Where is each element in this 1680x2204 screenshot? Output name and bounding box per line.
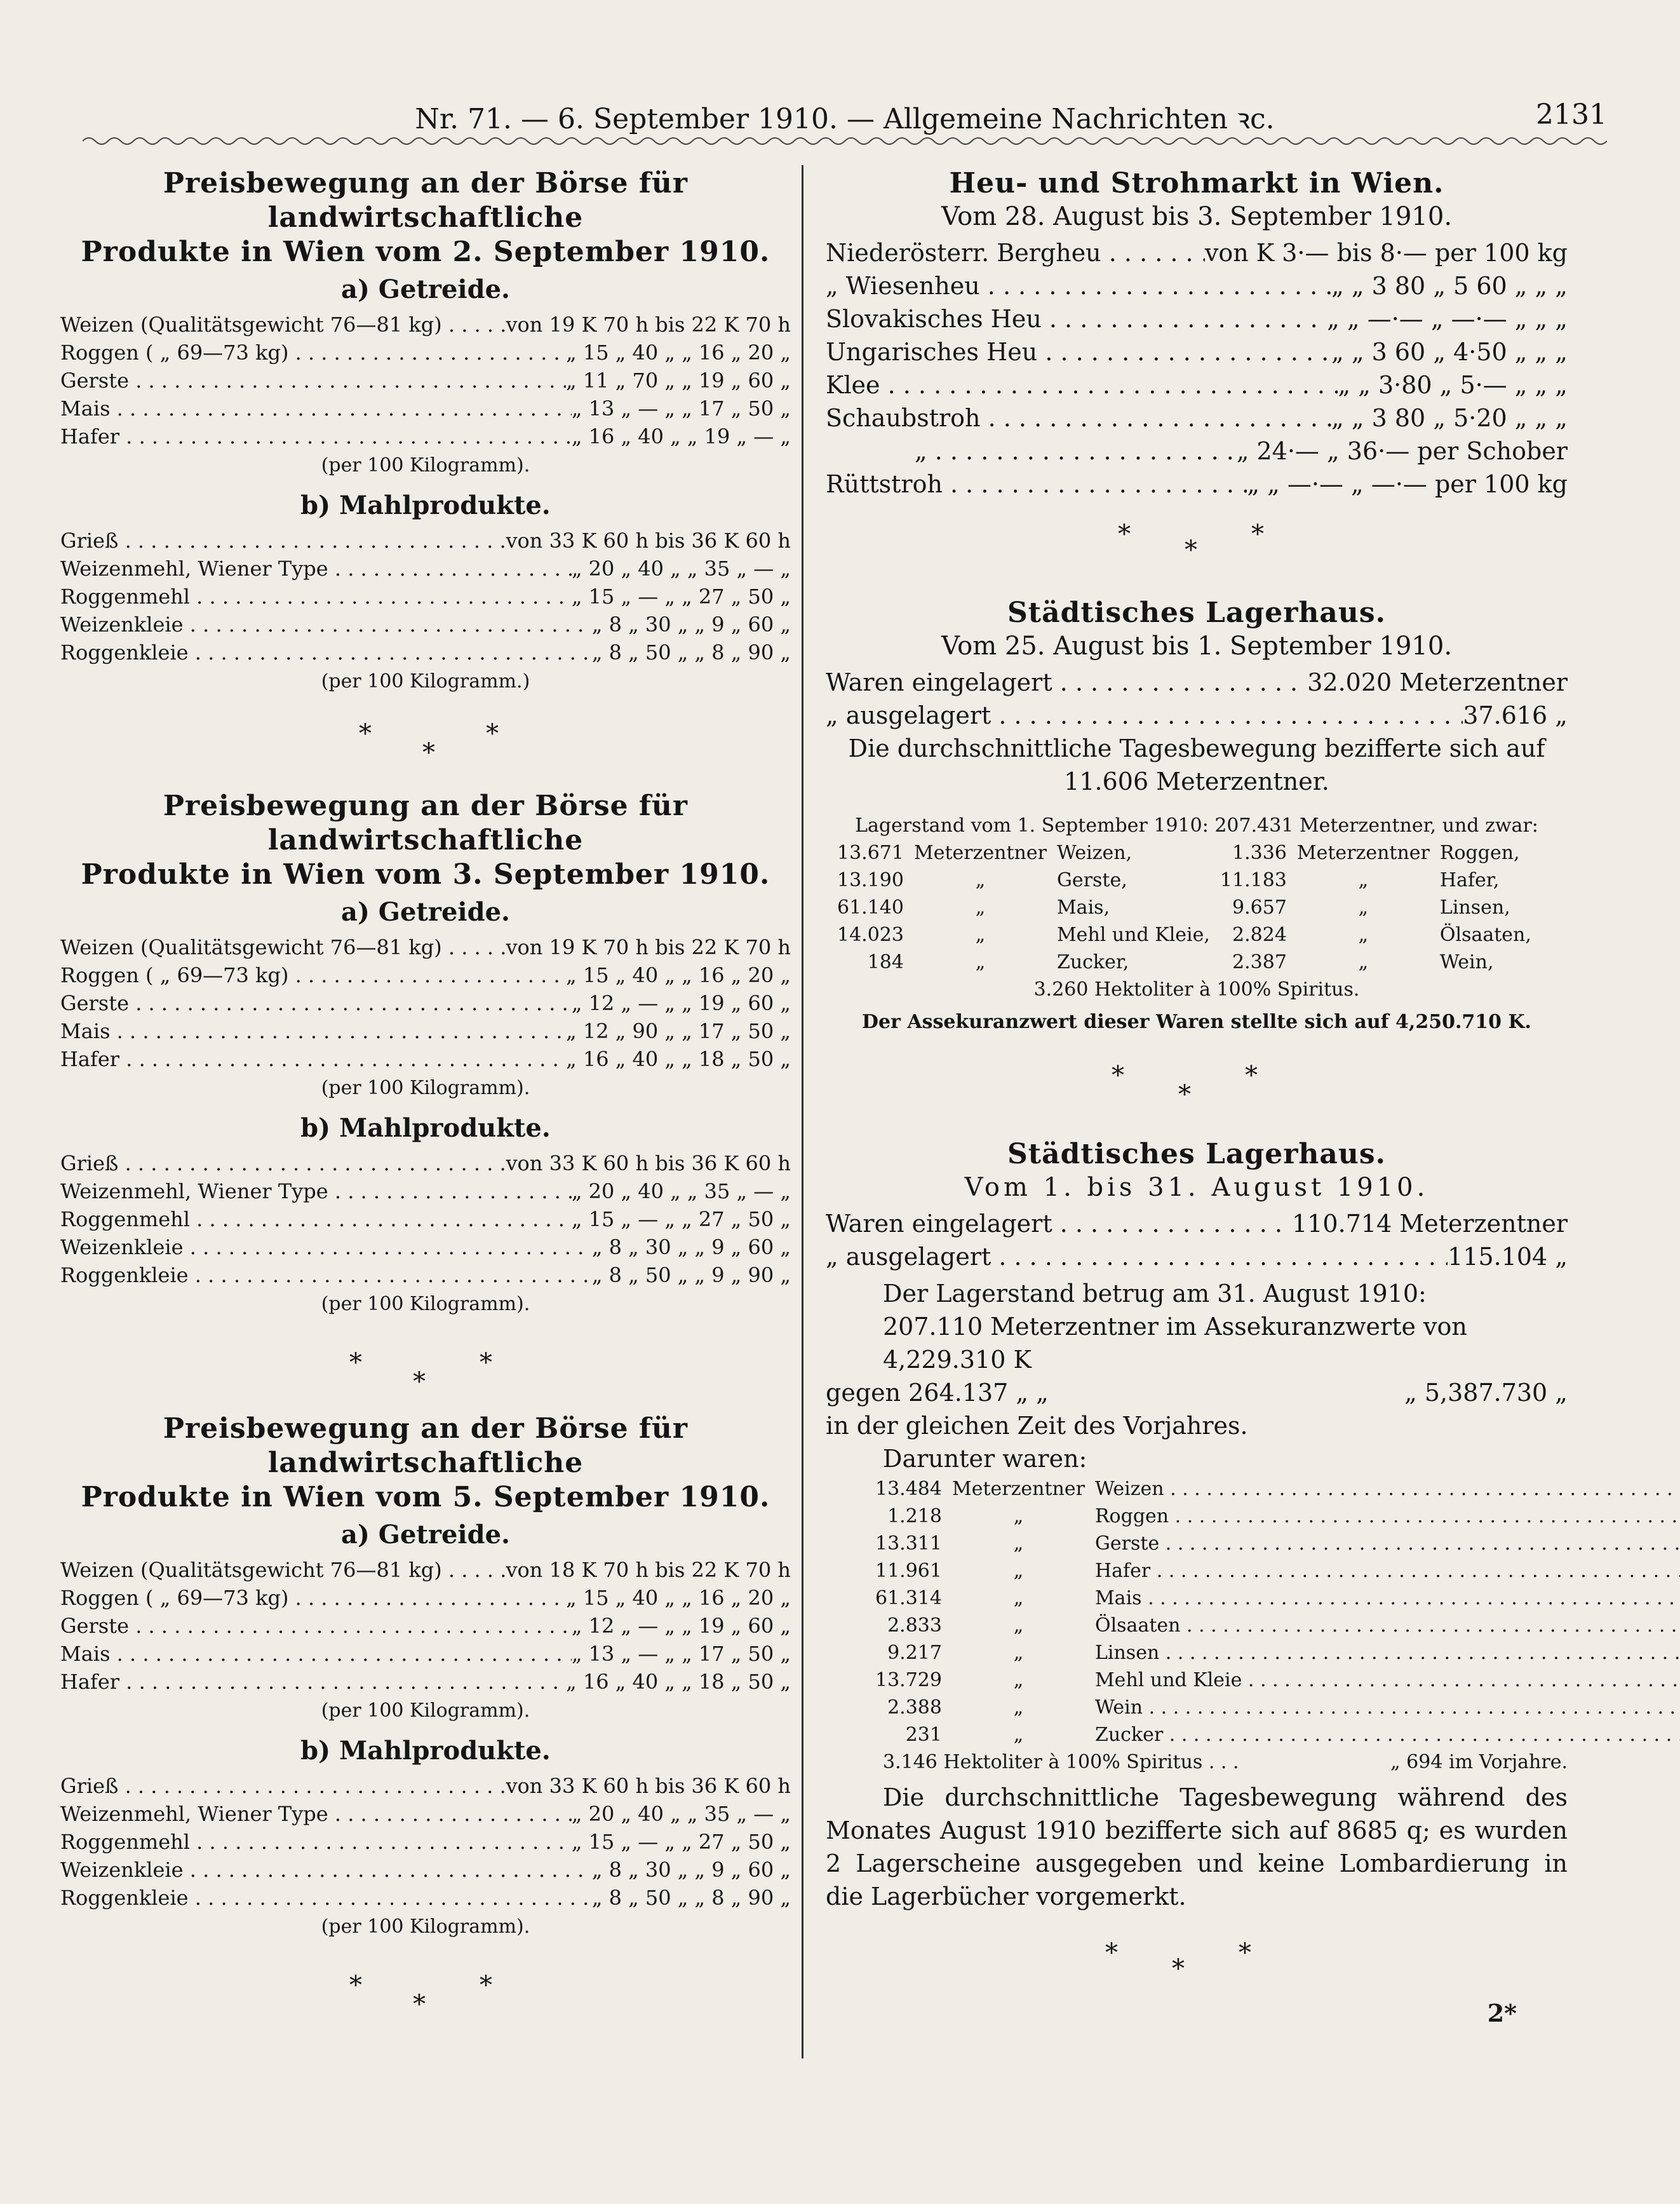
text-cell: 32.020 Meterzentner [1307, 668, 1568, 696]
price-row [60, 1045, 791, 1073]
warehouse-section-monthly [826, 1137, 1568, 2027]
text-cell: Rüttstroh . . . [826, 468, 1247, 501]
price-row [60, 311, 791, 339]
text-cell: „ [1013, 1505, 1024, 1527]
text-cell: 11.961 [875, 1560, 942, 1582]
text-cell: 9.657 [1232, 896, 1287, 919]
price-row [60, 1177, 791, 1205]
text-cell: „ 24·— „ 36·— per Schober [1236, 437, 1568, 465]
text-cell: 2.833 [887, 1614, 942, 1637]
text-cell: von 33 K 60 h bis 36 K 60 h [506, 529, 791, 553]
hay-row [826, 302, 1568, 335]
text-cell: „ ausgelagert . . . [826, 1240, 1448, 1273]
text-cell: „ 694 im Vorjahre. [1390, 1751, 1568, 1773]
text-cell: Weizenmehl, Wiener Type . . . [60, 1800, 572, 1828]
header-wavy-rule [83, 135, 1607, 147]
text-cell: „ 8 „ 50 „ „ 9 „ 90 „ [591, 1263, 791, 1287]
text-cell: Weizen . . . [1090, 1475, 1680, 1503]
text-cell: Wein, [1439, 951, 1494, 973]
text-cell: Roggenmehl . . . [60, 1828, 572, 1856]
unit-note: (per 100 Kilogramm). [321, 1916, 530, 1938]
table-row [832, 839, 1536, 867]
text-cell: Roggen, [1439, 842, 1520, 864]
text-cell: Gerste, [1056, 869, 1127, 891]
flour-heading: b) Mahlprodukte. [300, 490, 551, 520]
section-separator: * * * [1118, 520, 1264, 565]
hay-row [826, 335, 1568, 368]
table-row [870, 1667, 1680, 1694]
text-cell: Mais . . . [60, 395, 572, 423]
left-column [60, 166, 791, 2034]
table-row [870, 1530, 1680, 1557]
text-cell: 13.311 [875, 1532, 942, 1555]
text-cell: 14.023 [837, 924, 904, 946]
section-separator: * * * [359, 719, 499, 767]
text-cell: „ [975, 896, 986, 919]
section-separator: * * * [1112, 1061, 1258, 1109]
text-cell: Hafer . . . [60, 423, 572, 450]
flour-heading: b) Mahlprodukte. [300, 1113, 551, 1143]
section-title-line-1: Preisbewegung an der Börse für landwirtschaftliche [163, 167, 689, 234]
text-cell: von 18 K 70 h bis 22 K 70 h [506, 1558, 791, 1582]
table-row [870, 1612, 1680, 1639]
text-cell: „ 13 „ — „ „ 17 „ 50 „ [571, 1642, 791, 1666]
text-cell: 61.140 [837, 896, 904, 919]
text-cell: Grieß . . . [60, 1149, 506, 1177]
text-cell: 115.104 „ [1448, 1243, 1568, 1271]
text-cell: „ 15 „ 40 „ „ 16 „ 20 „ [566, 1586, 791, 1610]
text-cell: Meterzentner [1296, 842, 1430, 864]
text-cell: „ „ 3 80 „ 5·20 „ „ „ [1331, 404, 1568, 432]
text-cell: 2.387 [1232, 951, 1287, 973]
text-cell: Weizenmehl, Wiener Type . . . [60, 555, 572, 583]
text-cell: Mais . . . [60, 1017, 566, 1045]
hay-row [826, 368, 1568, 402]
price-section-sep-3 [60, 789, 791, 1412]
text-cell: von 33 K 60 h bis 36 K 60 h [506, 1151, 791, 1175]
text-cell: „ „ 3 80 „ 5 60 „ „ „ [1331, 272, 1568, 300]
hay-row [826, 435, 1568, 468]
price-row [60, 1884, 791, 1912]
warehouse-row [826, 699, 1568, 732]
text-cell: Waren eingelagert . . . [826, 1207, 1292, 1240]
text-cell: Niederösterr. Bergheu . . . [826, 236, 1205, 269]
text-cell: „ [1358, 924, 1369, 946]
stock-prev-line [826, 1376, 1568, 1409]
text-cell: „ [1013, 1532, 1024, 1555]
warehouse-section-weekly [826, 596, 1568, 1137]
text-cell: „ 13 „ — „ „ 17 „ 50 „ [571, 396, 791, 421]
section-title-line-2: Produkte in Wien vom 2. September 1910. [81, 236, 770, 268]
price-row [60, 1668, 791, 1696]
warehouse-row [826, 666, 1568, 699]
text-cell: Roggenmehl . . . [60, 1205, 572, 1233]
text-cell: Ungarisches Heu . . . [826, 335, 1331, 368]
price-section-sep-2 [60, 166, 791, 789]
text-cell: „ 11 „ 70 „ „ 19 „ 60 „ [566, 368, 791, 393]
insurance-value: Der Assekuranzwert dieser Waren stellte sich auf 4,250.710 K. [862, 1011, 1531, 1033]
text-cell: Mais . . . [60, 1640, 572, 1668]
text-cell: Mais, [1056, 896, 1110, 919]
hay-row [826, 236, 1568, 269]
hay-title: Heu- und Strohmarkt in Wien. [949, 167, 1444, 199]
text-cell: „ 8 „ 50 „ „ 8 „ 90 „ [591, 640, 791, 665]
hay-row [826, 402, 1568, 435]
text-cell: Roggenmehl . . . [60, 583, 572, 611]
text-cell: „ 15 „ — „ „ 27 „ 50 „ [571, 1207, 791, 1231]
text-cell: „ [975, 924, 986, 946]
unit-note: (per 100 Kilogramm). [321, 454, 530, 477]
text-cell: Zucker, [1056, 951, 1129, 973]
text-cell: „ „ —·— „ —·— per 100 kg [1247, 470, 1568, 498]
text-cell: Gerste . . . [60, 367, 566, 395]
text-cell: „ 20 „ 40 „ „ 35 „ — „ [571, 1802, 791, 1826]
price-row [60, 1149, 791, 1177]
text-cell: „ 16 „ 40 „ „ 19 „ — „ [571, 424, 791, 449]
text-cell: 1.218 [887, 1505, 942, 1527]
text-cell: „ 8 „ 30 „ „ 9 „ 60 „ [591, 1235, 791, 1259]
daily-movement: Die durchschnittliche Tagesbewegung bezifferte sich auf [848, 734, 1545, 762]
unit-note: (per 100 Kilogramm). [321, 1077, 530, 1099]
text-cell: „ 12 „ 90 „ „ 17 „ 50 „ [566, 1019, 791, 1043]
price-row [60, 1233, 791, 1261]
text-cell: „ „ 3 60 „ 4·50 „ „ „ [1331, 338, 1568, 366]
text-cell: Weizenkleie . . . [60, 611, 592, 639]
table-row [870, 1503, 1680, 1530]
price-row [60, 395, 791, 423]
text-cell: „ 15 „ — „ „ 27 „ 50 „ [571, 585, 791, 609]
text-cell: „ [1013, 1642, 1024, 1664]
page-number: 2131 [1536, 98, 1607, 131]
signature-mark: 2* [1487, 1999, 1517, 2027]
hay-row [826, 269, 1568, 302]
hay-row [826, 468, 1568, 501]
text-cell: Weizenkleie . . . [60, 1233, 592, 1261]
daily-movement-value: 11.606 Meterzentner. [1064, 767, 1329, 795]
section-title-line-1: Preisbewegung an der Börse für landwirtschaftliche [163, 790, 689, 856]
text-cell: Linsen . . . [1090, 1639, 1680, 1667]
text-cell: „ [1013, 1696, 1024, 1719]
text-cell: 61.314 [875, 1587, 942, 1609]
text-cell: „ 15 „ 40 „ „ 16 „ 20 „ [566, 341, 791, 365]
text-cell: „ 5,387.730 „ [1404, 1379, 1568, 1407]
grain-heading: a) Getreide. [341, 274, 510, 304]
table-row [870, 1585, 1680, 1612]
text-cell: „ [1013, 1614, 1024, 1637]
price-row [60, 1772, 791, 1800]
price-row [60, 1584, 791, 1612]
text-cell: „ 8 „ 30 „ „ 9 „ 60 „ [591, 1858, 791, 1882]
text-cell: Weizen (Qualitätsgewicht 76—81 kg) . . . [60, 1556, 506, 1584]
stock-line: Lagerstand vom 1. September 1910: 207.431 Meterzentner, und zwar: [855, 815, 1538, 837]
text-cell: Mehl und Kleie, [1056, 924, 1210, 946]
stock-date-line: Der Lagerstand betrug am 31. August 1910: [883, 1280, 1427, 1308]
text-cell: Mehl und Kleie . . . [1090, 1667, 1680, 1694]
table-row [870, 1475, 1680, 1503]
text-cell: „ [1358, 869, 1369, 891]
price-row [60, 1640, 791, 1668]
spiritus-line: 3.260 Hektoliter à 100% Spiritus. [1033, 978, 1360, 1001]
text-cell: „ [1013, 1587, 1024, 1609]
price-row [60, 1261, 791, 1289]
text-cell: Weizen (Qualitätsgewicht 76—81 kg) . . . [60, 933, 506, 961]
section-separator: * * * [1105, 1938, 1251, 1984]
stock-prev-note: in der gleichen Zeit des Vorjahres. [826, 1412, 1248, 1440]
section-title-line-2: Produkte in Wien vom 3. September 1910. [81, 858, 770, 891]
text-cell: „ [1358, 951, 1369, 973]
text-cell: „ . . . [826, 435, 1237, 468]
hay-market-section [826, 166, 1568, 596]
price-row [60, 527, 791, 555]
text-cell: Weizenkleie . . . [60, 1856, 592, 1884]
warehouse-row [826, 1207, 1568, 1240]
spiritus-line [826, 1748, 1568, 1776]
monthly-stock-table [870, 1475, 1680, 1748]
price-row [60, 339, 791, 367]
price-row [60, 1205, 791, 1233]
price-row [60, 933, 791, 961]
text-cell: 2.824 [1232, 924, 1287, 946]
text-cell: Grieß . . . [60, 527, 506, 555]
text-cell: 184 [867, 951, 904, 973]
text-cell: von 19 K 70 h bis 22 K 70 h [506, 935, 791, 959]
table-row [870, 1694, 1680, 1721]
text-cell: Mais . . . [1090, 1585, 1680, 1612]
text-cell: Roggenkleie . . . [60, 639, 592, 666]
text-cell: „ 15 „ 40 „ „ 16 „ 20 „ [566, 963, 791, 987]
text-cell: 2.388 [887, 1696, 942, 1719]
warehouse-period: Vom 25. August bis 1. September 1910. [941, 632, 1453, 661]
text-cell: „ 20 „ 40 „ „ 35 „ — „ [571, 557, 791, 581]
warehouse-title: Städtisches Lagerhaus. [1007, 1138, 1387, 1170]
text-cell: „ „ —·— „ —·— „ „ „ [1327, 305, 1568, 333]
price-row [60, 555, 791, 583]
text-cell: 13.190 [837, 869, 904, 891]
warehouse-row [826, 1240, 1568, 1273]
text-cell: Hafer . . . [60, 1668, 566, 1696]
text-cell: „ Wiesenheu . . . [826, 269, 1331, 302]
warehouse-period: Vom 1. bis 31. August 1910. [964, 1173, 1429, 1202]
text-cell: „ [975, 869, 986, 891]
text-cell: „ „ 3·80 „ 5·— „ „ „ [1338, 371, 1568, 399]
text-cell: von 33 K 60 h bis 36 K 60 h [506, 1774, 791, 1798]
text-cell: „ 16 „ 40 „ „ 18 „ 50 „ [566, 1670, 791, 1694]
table-row [832, 949, 1536, 976]
text-cell: „ [1013, 1560, 1024, 1582]
table-row [870, 1721, 1680, 1748]
price-row [60, 989, 791, 1017]
text-cell: „ [1013, 1724, 1024, 1746]
running-head: Nr. 71. — 6. September 1910. — Allgemeine Nachrichten ꝛc. [415, 103, 1275, 135]
price-row [60, 1017, 791, 1045]
grain-heading: a) Getreide. [341, 1520, 510, 1550]
text-cell: „ ausgelagert . . . [826, 699, 1463, 732]
text-cell: 1.336 [1232, 842, 1287, 864]
text-cell: Gerste . . . [60, 1612, 572, 1640]
text-cell: 13.671 [837, 842, 904, 864]
unit-note: (per 100 Kilogramm.) [321, 670, 530, 693]
price-row [60, 611, 791, 639]
text-cell: „ 20 „ 40 „ „ 35 „ — „ [571, 1179, 791, 1203]
right-column [826, 166, 1568, 2027]
price-section-sep-5 [60, 1412, 791, 2034]
price-row [60, 639, 791, 666]
text-cell: von K 3·— bis 8·— per 100 kg [1204, 239, 1568, 267]
text-cell: 11.183 [1220, 869, 1287, 891]
text-cell: Roggenkleie . . . [60, 1261, 592, 1289]
text-cell: Slovakisches Heu . . . [826, 302, 1327, 335]
text-cell: „ [1013, 1669, 1024, 1691]
text-cell: „ [975, 951, 986, 973]
section-separator: * * * [349, 1971, 492, 2019]
text-cell: 13.484 [875, 1478, 942, 1500]
section-title-line-2: Produkte in Wien vom 5. September 1910. [81, 1481, 770, 1513]
text-cell: Klee . . . [826, 368, 1338, 402]
text-cell: „ 8 „ 50 „ „ 8 „ 90 „ [591, 1886, 791, 1910]
text-cell: „ 16 „ 40 „ „ 18 „ 50 „ [566, 1047, 791, 1071]
text-cell: „ 12 „ — „ „ 19 „ 60 „ [571, 991, 791, 1015]
text-cell: Hafer . . . [60, 1045, 566, 1073]
text-cell: 231 [905, 1724, 942, 1746]
text-cell: 13.729 [875, 1669, 942, 1691]
text-cell: Schaubstroh . . . [826, 402, 1331, 435]
text-cell: gegen 264.137 „ „ [826, 1379, 1049, 1407]
text-cell: 3.146 Hektoliter à 100% Spiritus . . . [883, 1751, 1239, 1773]
text-cell: von 19 K 70 h bis 22 K 70 h [506, 313, 791, 337]
text-cell: Weizen (Qualitätsgewicht 76—81 kg) . . . [60, 311, 506, 339]
text-cell: Ölsaaten . . . [1090, 1612, 1680, 1639]
text-cell: Zucker . . . [1090, 1721, 1680, 1748]
price-row [60, 1556, 791, 1584]
text-cell: Roggenkleie . . . [60, 1884, 592, 1912]
text-cell: Meterzentner [913, 842, 1047, 864]
text-cell: „ [1358, 896, 1369, 919]
text-cell: Hafer . . . [1090, 1557, 1680, 1585]
text-cell: Gerste . . . [1090, 1530, 1680, 1557]
table-row [832, 867, 1536, 894]
text-cell: Roggen ( „ 69—73 kg) . . . [60, 339, 566, 367]
text-cell: Grieß . . . [60, 1772, 506, 1800]
price-row [60, 1800, 791, 1828]
text-cell: Hafer, [1439, 869, 1500, 891]
text-cell: Weizen, [1056, 842, 1132, 864]
running-header [83, 92, 1607, 137]
price-row [60, 1612, 791, 1640]
text-cell: Linsen, [1439, 896, 1510, 919]
price-row [60, 1828, 791, 1856]
hay-period: Vom 28. August bis 3. September 1910. [941, 202, 1453, 231]
table-row [832, 894, 1536, 921]
warehouse-title: Städtisches Lagerhaus. [1007, 597, 1387, 629]
text-cell: „ 8 „ 30 „ „ 9 „ 60 „ [591, 612, 791, 637]
stock-table [832, 839, 1536, 976]
text-cell: Ölsaaten, [1439, 924, 1531, 946]
price-row [60, 961, 791, 989]
text-cell: „ 12 „ — „ „ 19 „ 60 „ [571, 1614, 791, 1638]
price-row [60, 1856, 791, 1884]
stock-value-line: 207.110 Meterzentner im Assekuranzwerte von 4,229.310 K [883, 1313, 1467, 1374]
text-cell: Waren eingelagert . . . [826, 666, 1307, 699]
text-cell: 37.616 „ [1463, 701, 1568, 729]
darunter-heading: Darunter waren: [883, 1445, 1087, 1473]
text-cell: Gerste . . . [60, 989, 572, 1017]
text-cell: Meterzentner [951, 1478, 1085, 1500]
flour-heading: b) Mahlprodukte. [300, 1736, 551, 1766]
table-row [870, 1639, 1680, 1667]
unit-note: (per 100 Kilogramm). [321, 1700, 530, 1722]
grain-heading: a) Getreide. [341, 897, 510, 927]
text-cell: Roggen . . . [1090, 1503, 1680, 1530]
unit-note: (per 100 Kilogramm). [321, 1293, 530, 1315]
table-row [870, 1557, 1680, 1585]
monthly-summary: Die durchschnittliche Tagesbewegung während des Monates August 1910 bezifferte sich auf 8685 q; es wurden 2 Lagerscheine ausgegeben und keine Lombardierung in die Lagerbücher vorgemerkt. [826, 1783, 1568, 1910]
table-row [832, 921, 1536, 949]
text-cell: „ 15 „ — „ „ 27 „ 50 „ [571, 1830, 791, 1854]
section-separator: * * * [349, 1348, 492, 1396]
column-divider [802, 165, 803, 2059]
text-cell: Roggen ( „ 69—73 kg) . . . [60, 961, 566, 989]
text-cell: Weizenmehl, Wiener Type . . . [60, 1177, 572, 1205]
price-row [60, 367, 791, 395]
text-cell: 110.714 Meterzentner [1292, 1210, 1568, 1238]
price-row [60, 583, 791, 611]
text-cell: Roggen ( „ 69—73 kg) . . . [60, 1584, 566, 1612]
text-cell: Wein . . . [1090, 1694, 1680, 1721]
text-cell: 9.217 [887, 1642, 942, 1664]
price-row [60, 423, 791, 450]
section-title-line-1: Preisbewegung an der Börse für landwirtschaftliche [163, 1412, 689, 1479]
